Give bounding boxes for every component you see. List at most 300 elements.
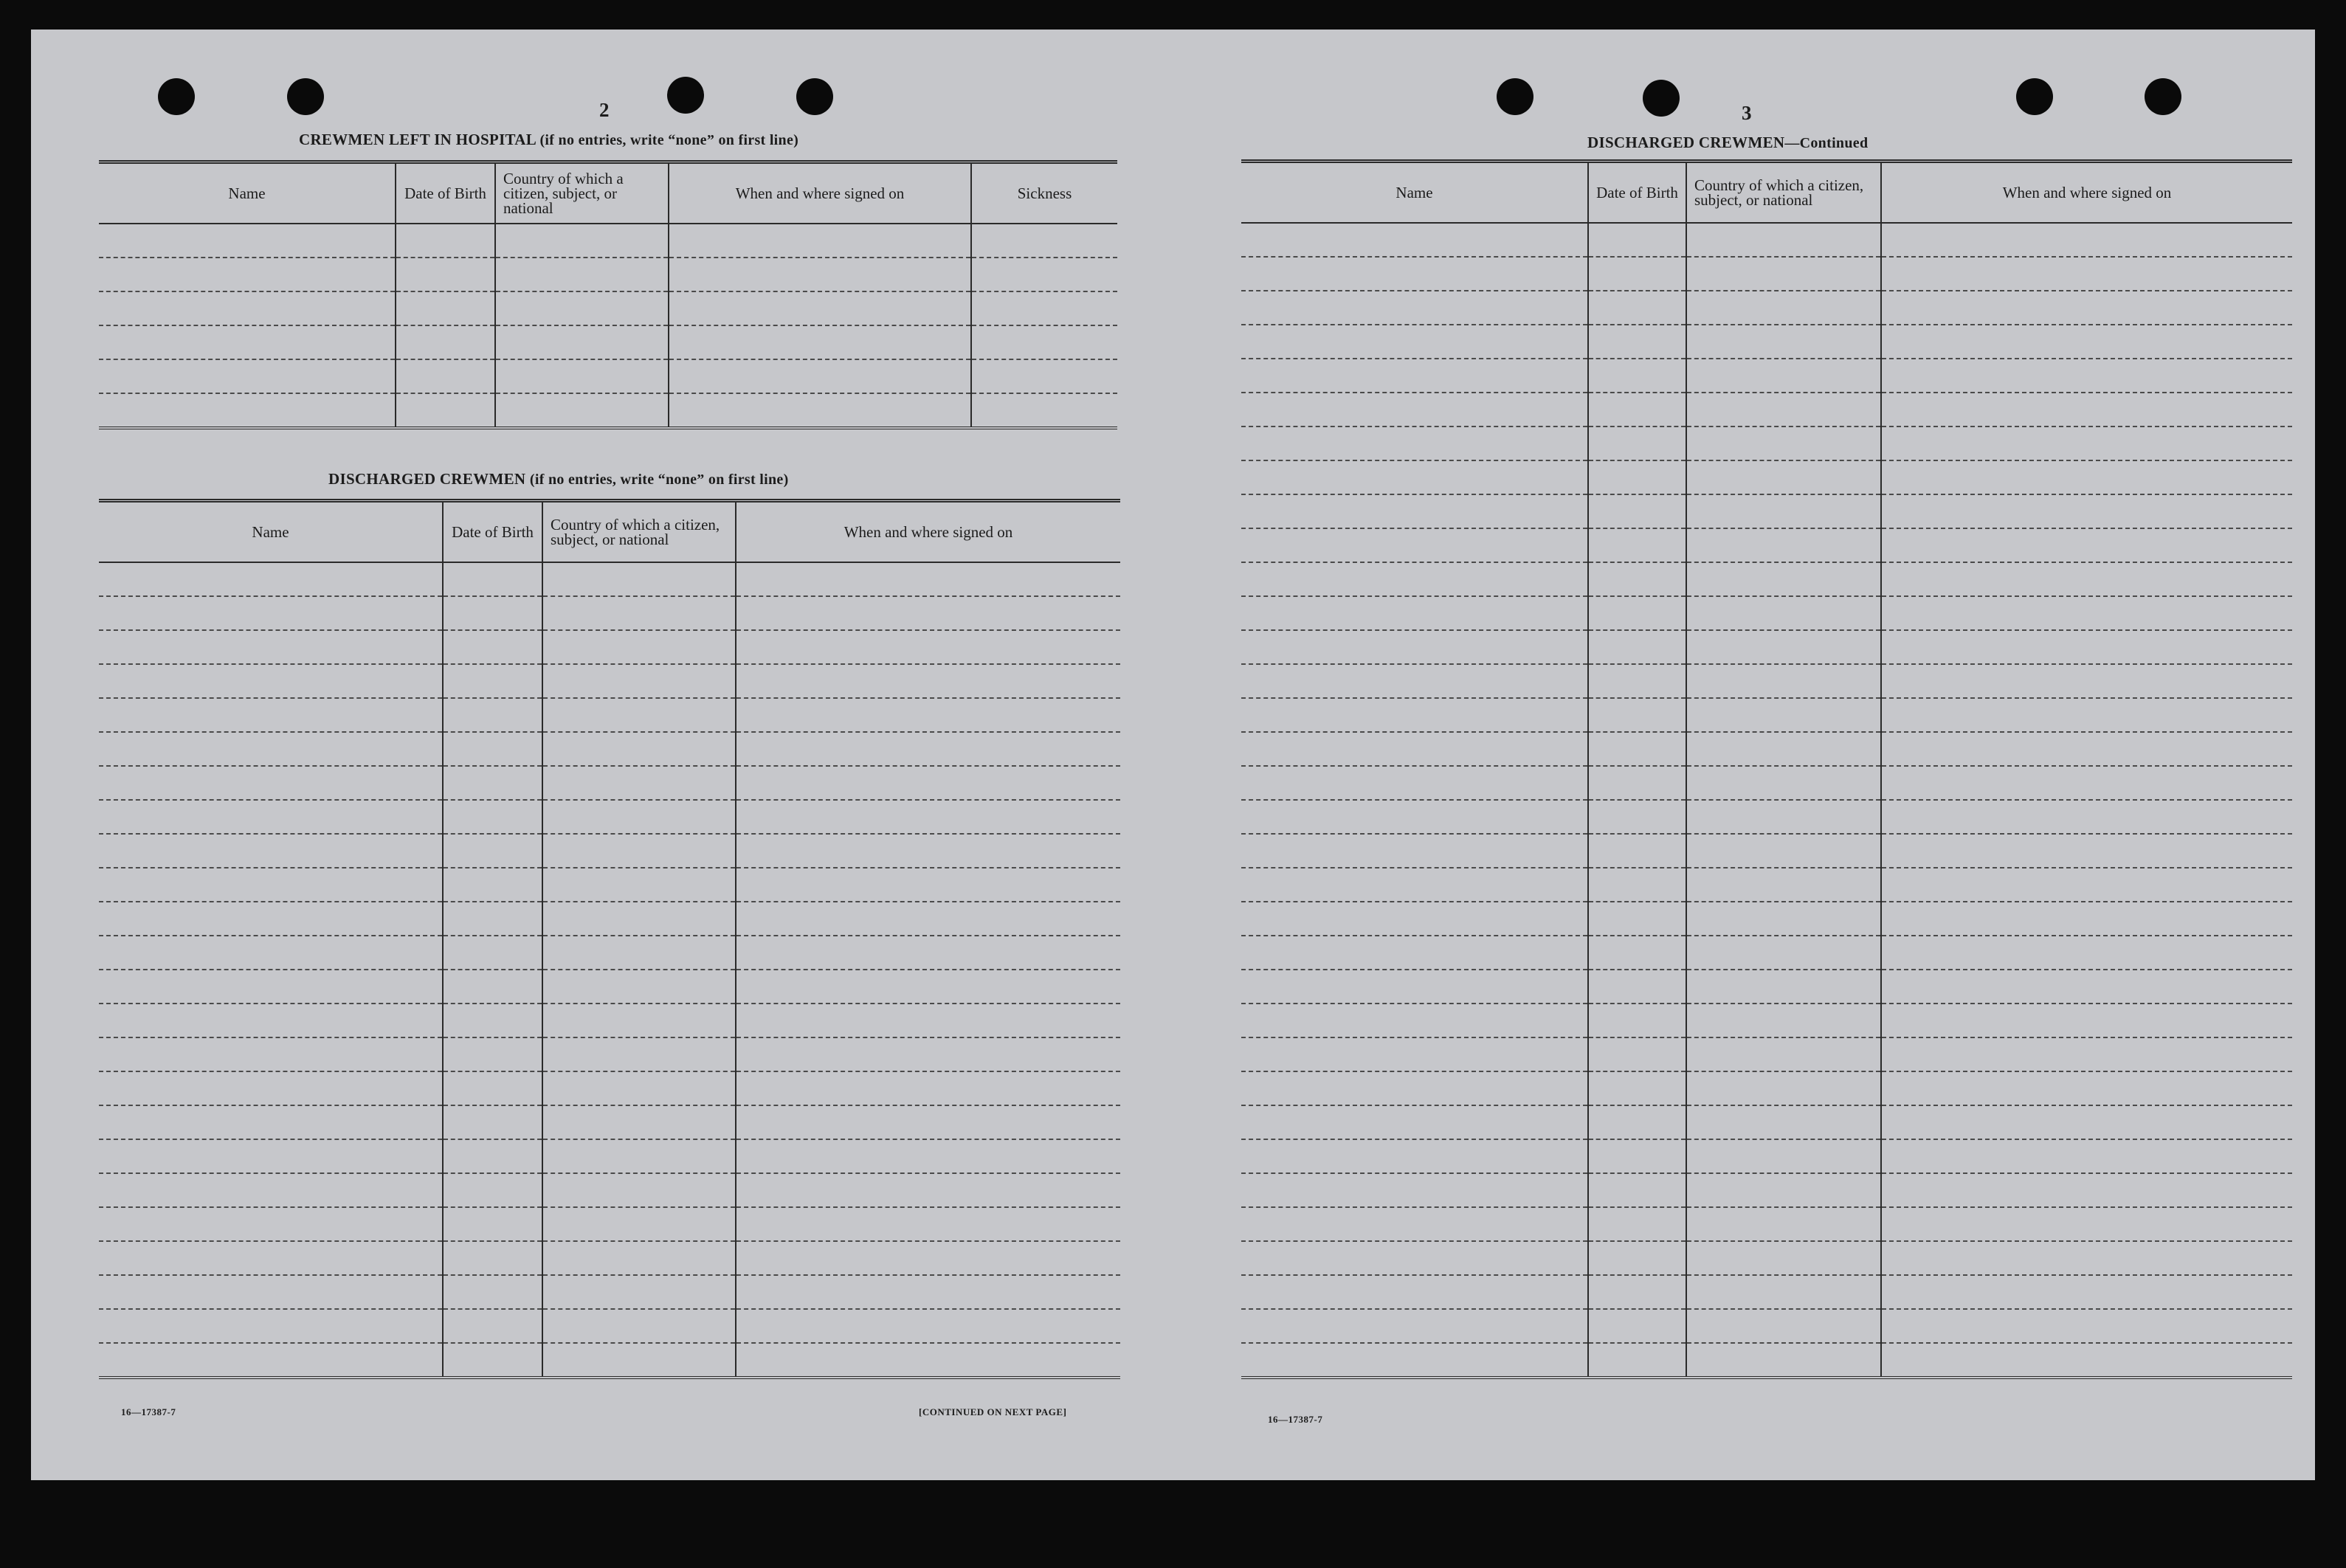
blank-entry-cell[interactable] (1588, 223, 1686, 257)
blank-entry-cell[interactable] (971, 224, 1117, 258)
blank-entry-cell[interactable] (1241, 766, 1588, 800)
blank-entry-cell[interactable] (443, 1309, 542, 1343)
blank-entry-cell[interactable] (1588, 494, 1686, 528)
blank-entry-cell[interactable] (1588, 970, 1686, 1004)
blank-entry-cell[interactable] (736, 1139, 1120, 1173)
blank-entry-cell[interactable] (443, 596, 542, 630)
blank-entry-cell[interactable] (1241, 970, 1588, 1004)
table-row (99, 868, 1120, 902)
blank-entry-cell[interactable] (736, 800, 1120, 834)
blank-entry-cell[interactable] (1241, 1207, 1588, 1241)
blank-entry-cell[interactable] (1588, 426, 1686, 460)
blank-entry-cell[interactable] (1881, 630, 2292, 664)
blank-entry-cell[interactable] (1881, 1241, 2292, 1275)
blank-entry-cell[interactable] (542, 732, 736, 766)
table-row (99, 970, 1120, 1004)
blank-entry-cell[interactable] (736, 902, 1120, 936)
blank-entry-cell[interactable] (1686, 596, 1881, 630)
blank-entry-cell[interactable] (1241, 562, 1588, 596)
blank-entry-cell[interactable] (1686, 562, 1881, 596)
blank-entry-cell[interactable] (736, 596, 1120, 630)
blank-entry-cell[interactable] (1881, 732, 2292, 766)
blank-entry-cell[interactable] (443, 902, 542, 936)
blank-entry-cell[interactable] (1588, 936, 1686, 970)
blank-entry-cell[interactable] (669, 258, 971, 291)
blank-entry-cell[interactable] (99, 868, 443, 902)
column-header-signed-on: When and where signed on (669, 162, 971, 224)
hospital-title-text: CREWMEN LEFT IN HOSPITAL (299, 131, 536, 148)
blank-entry-cell[interactable] (1588, 257, 1686, 291)
blank-entry-cell[interactable] (1588, 1309, 1686, 1343)
blank-entry-cell[interactable] (99, 1207, 443, 1241)
table-row (99, 1139, 1120, 1173)
blank-entry-cell[interactable] (736, 630, 1120, 664)
blank-entry-cell[interactable] (443, 1275, 542, 1309)
blank-entry-cell[interactable] (736, 766, 1120, 800)
table-row (1241, 664, 2292, 698)
blank-entry-cell[interactable] (1588, 562, 1686, 596)
blank-entry-cell[interactable] (1686, 1037, 1881, 1071)
blank-entry-cell[interactable] (443, 732, 542, 766)
blank-entry-cell[interactable] (99, 1139, 443, 1173)
blank-entry-cell[interactable] (1588, 1071, 1686, 1105)
blank-entry-cell[interactable] (1241, 223, 1588, 257)
table-row (1241, 223, 2292, 257)
blank-entry-cell[interactable] (1686, 257, 1881, 291)
blank-entry-cell[interactable] (1686, 291, 1881, 325)
blank-entry-cell[interactable] (443, 1004, 542, 1037)
blank-entry-cell[interactable] (1588, 1241, 1686, 1275)
blank-entry-cell[interactable] (99, 936, 443, 970)
discharged-continued-note: —Continued (1784, 135, 1869, 151)
blank-entry-cell[interactable] (99, 325, 396, 359)
blank-entry-cell[interactable] (396, 325, 495, 359)
blank-entry-cell[interactable] (736, 664, 1120, 698)
blank-entry-cell[interactable] (542, 834, 736, 868)
blank-entry-cell[interactable] (1881, 223, 2292, 257)
blank-entry-cell[interactable] (1241, 698, 1588, 732)
blank-entry-cell[interactable] (1241, 902, 1588, 936)
blank-entry-cell[interactable] (1588, 800, 1686, 834)
blank-entry-cell[interactable] (736, 834, 1120, 868)
blank-entry-cell[interactable] (99, 291, 396, 325)
blank-entry-cell[interactable] (1881, 1139, 2292, 1173)
blank-entry-cell[interactable] (1686, 494, 1881, 528)
blank-entry-cell[interactable] (99, 1173, 443, 1207)
blank-entry-cell[interactable] (736, 1241, 1120, 1275)
blank-entry-cell[interactable] (736, 1207, 1120, 1241)
blank-entry-cell[interactable] (1881, 664, 2292, 698)
blank-entry-cell[interactable] (542, 1309, 736, 1343)
blank-entry-cell[interactable] (1881, 868, 2292, 902)
blank-entry-cell[interactable] (1241, 291, 1588, 325)
blank-entry-cell[interactable] (1241, 1071, 1588, 1105)
blank-entry-cell[interactable] (736, 698, 1120, 732)
blank-entry-cell[interactable] (443, 834, 542, 868)
blank-entry-cell[interactable] (1881, 426, 2292, 460)
blank-entry-cell[interactable] (1686, 630, 1881, 664)
blank-entry-cell[interactable] (99, 393, 396, 428)
blank-entry-cell[interactable] (736, 1105, 1120, 1139)
blank-entry-cell[interactable] (1881, 1173, 2292, 1207)
table-row (99, 664, 1120, 698)
blank-entry-cell[interactable] (1588, 596, 1686, 630)
blank-entry-cell[interactable] (1686, 1207, 1881, 1241)
blank-entry-cell[interactable] (1241, 630, 1588, 664)
blank-entry-cell[interactable] (1241, 460, 1588, 494)
table-row (1241, 291, 2292, 325)
blank-entry-cell[interactable] (443, 1071, 542, 1105)
column-header-country: Country of which a citizen, subject, or national (1686, 162, 1881, 224)
blank-entry-cell[interactable] (1686, 1275, 1881, 1309)
blank-entry-cell[interactable] (1686, 868, 1881, 902)
blank-entry-cell[interactable] (1881, 257, 2292, 291)
blank-entry-cell[interactable] (542, 1207, 736, 1241)
blank-entry-cell[interactable] (1881, 1037, 2292, 1071)
blank-entry-cell[interactable] (443, 800, 542, 834)
blank-entry-cell[interactable] (443, 698, 542, 732)
blank-entry-cell[interactable] (99, 1275, 443, 1309)
blank-entry-cell[interactable] (1881, 596, 2292, 630)
blank-entry-cell[interactable] (1881, 800, 2292, 834)
blank-entry-cell[interactable] (99, 902, 443, 936)
blank-entry-cell[interactable] (542, 1004, 736, 1037)
blank-entry-cell[interactable] (1241, 732, 1588, 766)
blank-entry-cell[interactable] (1881, 970, 2292, 1004)
blank-entry-cell[interactable] (542, 698, 736, 732)
blank-entry-cell[interactable] (1241, 664, 1588, 698)
blank-entry-cell[interactable] (542, 868, 736, 902)
blank-entry-cell[interactable] (736, 1071, 1120, 1105)
blank-entry-cell[interactable] (1588, 732, 1686, 766)
table-row (99, 224, 1117, 258)
blank-entry-cell[interactable] (495, 224, 669, 258)
blank-entry-cell[interactable] (443, 970, 542, 1004)
table-row (1241, 1207, 2292, 1241)
blank-entry-cell[interactable] (1686, 426, 1881, 460)
blank-entry-cell[interactable] (1686, 1139, 1881, 1173)
blank-entry-cell[interactable] (443, 1241, 542, 1275)
blank-entry-cell[interactable] (1588, 325, 1686, 359)
blank-entry-cell[interactable] (1881, 1071, 2292, 1105)
blank-entry-cell[interactable] (669, 393, 971, 428)
blank-entry-cell[interactable] (1686, 902, 1881, 936)
blank-entry-cell[interactable] (1686, 1241, 1881, 1275)
blank-entry-cell[interactable] (1686, 800, 1881, 834)
blank-entry-cell[interactable] (495, 291, 669, 325)
blank-entry-cell[interactable] (736, 936, 1120, 970)
blank-entry-cell[interactable] (542, 664, 736, 698)
blank-entry-cell[interactable] (542, 1139, 736, 1173)
blank-entry-cell[interactable] (1686, 766, 1881, 800)
blank-entry-cell[interactable] (736, 732, 1120, 766)
blank-entry-cell[interactable] (1881, 393, 2292, 426)
blank-entry-cell[interactable] (443, 630, 542, 664)
blank-entry-cell[interactable] (542, 562, 736, 596)
blank-entry-cell[interactable] (1241, 1037, 1588, 1071)
blank-entry-cell[interactable] (669, 325, 971, 359)
blank-entry-cell[interactable] (1686, 393, 1881, 426)
blank-entry-cell[interactable] (1588, 664, 1686, 698)
blank-entry-cell[interactable] (99, 732, 443, 766)
blank-entry-cell[interactable] (1241, 1309, 1588, 1343)
blank-entry-cell[interactable] (1881, 1343, 2292, 1378)
blank-entry-cell[interactable] (99, 596, 443, 630)
blank-entry-cell[interactable] (1241, 1275, 1588, 1309)
blank-entry-cell[interactable] (495, 359, 669, 393)
blank-entry-cell[interactable] (1881, 1309, 2292, 1343)
blank-entry-cell[interactable] (542, 970, 736, 1004)
blank-entry-cell[interactable] (1686, 1343, 1881, 1378)
blank-entry-cell[interactable] (542, 1343, 736, 1378)
blank-entry-cell[interactable] (443, 868, 542, 902)
blank-entry-cell[interactable] (669, 359, 971, 393)
table-row (1241, 596, 2292, 630)
table-row (99, 1343, 1120, 1378)
blank-entry-cell[interactable] (1588, 1139, 1686, 1173)
table-row (1241, 1241, 2292, 1275)
page-number-right: 3 (1742, 102, 1752, 124)
blank-entry-cell[interactable] (1881, 902, 2292, 936)
table-row (99, 902, 1120, 936)
blank-entry-cell[interactable] (1686, 325, 1881, 359)
blank-entry-cell[interactable] (495, 393, 669, 428)
blank-entry-cell[interactable] (1686, 223, 1881, 257)
table-row (99, 1207, 1120, 1241)
blank-entry-cell[interactable] (1881, 936, 2292, 970)
blank-entry-cell[interactable] (1686, 664, 1881, 698)
blank-entry-cell[interactable] (1686, 1309, 1881, 1343)
table-row (99, 1004, 1120, 1037)
blank-entry-cell[interactable] (99, 258, 396, 291)
blank-entry-cell[interactable] (1881, 460, 2292, 494)
blank-entry-cell[interactable] (443, 766, 542, 800)
column-header-date-of-birth: Date of Birth (443, 501, 542, 563)
blank-entry-cell[interactable] (99, 1241, 443, 1275)
blank-entry-cell[interactable] (1686, 359, 1881, 393)
blank-entry-cell[interactable] (99, 970, 443, 1004)
blank-entry-cell[interactable] (1588, 393, 1686, 426)
discharged-continued-title-text: DISCHARGED CREWMEN (1587, 134, 1785, 151)
table-row (1241, 1004, 2292, 1037)
blank-entry-cell[interactable] (443, 1037, 542, 1071)
blank-entry-cell[interactable] (736, 1037, 1120, 1071)
blank-entry-cell[interactable] (736, 1004, 1120, 1037)
blank-entry-cell[interactable] (736, 868, 1120, 902)
blank-entry-cell[interactable] (1881, 1275, 2292, 1309)
blank-entry-cell[interactable] (443, 1173, 542, 1207)
blank-entry-cell[interactable] (1686, 970, 1881, 1004)
blank-entry-cell[interactable] (1241, 494, 1588, 528)
table-row (99, 800, 1120, 834)
blank-entry-cell[interactable] (1881, 494, 2292, 528)
blank-entry-cell[interactable] (1241, 257, 1588, 291)
blank-entry-cell[interactable] (396, 291, 495, 325)
blank-entry-cell[interactable] (1588, 1173, 1686, 1207)
blank-entry-cell[interactable] (443, 1207, 542, 1241)
blank-entry-cell[interactable] (1588, 1343, 1686, 1378)
blank-entry-cell[interactable] (1881, 291, 2292, 325)
table-row (99, 936, 1120, 970)
blank-entry-cell[interactable] (1686, 1071, 1881, 1105)
blank-entry-cell[interactable] (396, 393, 495, 428)
blank-entry-cell[interactable] (443, 1343, 542, 1378)
blank-entry-cell[interactable] (971, 258, 1117, 291)
blank-entry-cell[interactable] (1241, 868, 1588, 902)
blank-entry-cell[interactable] (443, 936, 542, 970)
blank-entry-cell[interactable] (1881, 562, 2292, 596)
blank-entry-cell[interactable] (1686, 834, 1881, 868)
blank-entry-cell[interactable] (1241, 800, 1588, 834)
blank-entry-cell[interactable] (1881, 834, 2292, 868)
blank-entry-cell[interactable] (736, 1309, 1120, 1343)
blank-entry-cell[interactable] (1241, 1139, 1588, 1173)
blank-entry-cell[interactable] (1881, 1105, 2292, 1139)
table-row (1241, 257, 2292, 291)
blank-entry-cell[interactable] (1241, 1241, 1588, 1275)
blank-entry-cell[interactable] (99, 834, 443, 868)
blank-entry-cell[interactable] (1686, 1173, 1881, 1207)
blank-entry-cell[interactable] (1881, 359, 2292, 393)
blank-entry-cell[interactable] (542, 936, 736, 970)
blank-entry-cell[interactable] (1686, 528, 1881, 562)
blank-entry-cell[interactable] (1686, 460, 1881, 494)
blank-entry-cell[interactable] (1241, 426, 1588, 460)
table-row (1241, 834, 2292, 868)
blank-entry-cell[interactable] (1588, 834, 1686, 868)
blank-entry-cell[interactable] (99, 359, 396, 393)
column-header-name: Name (99, 501, 443, 563)
blank-entry-cell[interactable] (396, 224, 495, 258)
form-sheet (31, 30, 2315, 1480)
blank-entry-cell[interactable] (443, 562, 542, 596)
blank-entry-cell[interactable] (396, 359, 495, 393)
blank-entry-cell[interactable] (1588, 1105, 1686, 1139)
blank-entry-cell[interactable] (1588, 1275, 1686, 1309)
blank-entry-cell[interactable] (99, 766, 443, 800)
blank-entry-cell[interactable] (99, 1004, 443, 1037)
blank-entry-cell[interactable] (1241, 325, 1588, 359)
blank-entry-cell[interactable] (99, 630, 443, 664)
blank-entry-cell[interactable] (1881, 325, 2292, 359)
blank-entry-cell[interactable] (1588, 359, 1686, 393)
blank-entry-cell[interactable] (542, 1037, 736, 1071)
blank-entry-cell[interactable] (542, 800, 736, 834)
blank-entry-cell[interactable] (542, 1241, 736, 1275)
blank-entry-cell[interactable] (542, 1071, 736, 1105)
blank-entry-cell[interactable] (971, 359, 1117, 393)
blank-entry-cell[interactable] (1588, 630, 1686, 664)
blank-entry-cell[interactable] (99, 664, 443, 698)
blank-entry-cell[interactable] (736, 1173, 1120, 1207)
blank-entry-cell[interactable] (542, 596, 736, 630)
table-row (99, 359, 1117, 393)
blank-entry-cell[interactable] (1686, 936, 1881, 970)
blank-entry-cell[interactable] (1588, 698, 1686, 732)
blank-entry-cell[interactable] (99, 1309, 443, 1343)
blank-entry-cell[interactable] (971, 325, 1117, 359)
blank-entry-cell[interactable] (99, 698, 443, 732)
table-row (99, 596, 1120, 630)
hospital-table (99, 160, 1117, 429)
blank-entry-cell[interactable] (971, 291, 1117, 325)
blank-entry-cell[interactable] (736, 1275, 1120, 1309)
table-row (99, 1309, 1120, 1343)
table-row (1241, 325, 2292, 359)
blank-entry-cell[interactable] (1686, 732, 1881, 766)
table-row (99, 291, 1117, 325)
blank-entry-cell[interactable] (1686, 698, 1881, 732)
blank-entry-cell[interactable] (1588, 766, 1686, 800)
blank-entry-cell[interactable] (669, 224, 971, 258)
blank-entry-cell[interactable] (99, 1037, 443, 1071)
blank-entry-cell[interactable] (99, 1105, 443, 1139)
blank-entry-cell[interactable] (1241, 834, 1588, 868)
blank-entry-cell[interactable] (1881, 1004, 2292, 1037)
blank-entry-cell[interactable] (99, 1343, 443, 1378)
table-row (1241, 359, 2292, 393)
blank-entry-cell[interactable] (736, 1343, 1120, 1378)
blank-entry-cell[interactable] (99, 562, 443, 596)
blank-entry-cell[interactable] (1881, 698, 2292, 732)
blank-entry-cell[interactable] (971, 393, 1117, 428)
blank-entry-cell[interactable] (1881, 766, 2292, 800)
blank-entry-cell[interactable] (542, 1173, 736, 1207)
blank-entry-cell[interactable] (736, 562, 1120, 596)
blank-entry-cell[interactable] (99, 800, 443, 834)
blank-entry-cell[interactable] (1588, 868, 1686, 902)
column-header-name: Name (1241, 162, 1588, 224)
blank-entry-cell[interactable] (1241, 1343, 1588, 1378)
blank-entry-cell[interactable] (542, 766, 736, 800)
blank-entry-cell[interactable] (1241, 596, 1588, 630)
blank-entry-cell[interactable] (1686, 1105, 1881, 1139)
blank-entry-cell[interactable] (443, 1139, 542, 1173)
blank-entry-cell[interactable] (443, 664, 542, 698)
blank-entry-cell[interactable] (1241, 1004, 1588, 1037)
blank-entry-cell[interactable] (99, 224, 396, 258)
blank-entry-cell[interactable] (1241, 528, 1588, 562)
blank-entry-cell[interactable] (542, 1105, 736, 1139)
blank-entry-cell[interactable] (495, 258, 669, 291)
blank-entry-cell[interactable] (736, 970, 1120, 1004)
blank-entry-cell[interactable] (1588, 1004, 1686, 1037)
blank-entry-cell[interactable] (99, 1071, 443, 1105)
blank-entry-cell[interactable] (495, 325, 669, 359)
blank-entry-cell[interactable] (1588, 1037, 1686, 1071)
blank-entry-cell[interactable] (669, 291, 971, 325)
blank-entry-cell[interactable] (1241, 359, 1588, 393)
blank-entry-cell[interactable] (1241, 393, 1588, 426)
blank-entry-cell[interactable] (542, 902, 736, 936)
blank-entry-cell[interactable] (1588, 528, 1686, 562)
blank-entry-cell[interactable] (1881, 1207, 2292, 1241)
discharged-section-title (328, 470, 789, 488)
blank-entry-cell[interactable] (1241, 936, 1588, 970)
blank-entry-cell[interactable] (443, 1105, 542, 1139)
blank-entry-cell[interactable] (1588, 1207, 1686, 1241)
blank-entry-cell[interactable] (542, 630, 736, 664)
blank-entry-cell[interactable] (396, 258, 495, 291)
blank-entry-cell[interactable] (542, 1275, 736, 1309)
blank-entry-cell[interactable] (1241, 1105, 1588, 1139)
blank-entry-cell[interactable] (1588, 460, 1686, 494)
blank-entry-cell[interactable] (1588, 902, 1686, 936)
blank-entry-cell[interactable] (1881, 528, 2292, 562)
blank-entry-cell[interactable] (1686, 1004, 1881, 1037)
blank-entry-cell[interactable] (1588, 291, 1686, 325)
blank-entry-cell[interactable] (1241, 1173, 1588, 1207)
